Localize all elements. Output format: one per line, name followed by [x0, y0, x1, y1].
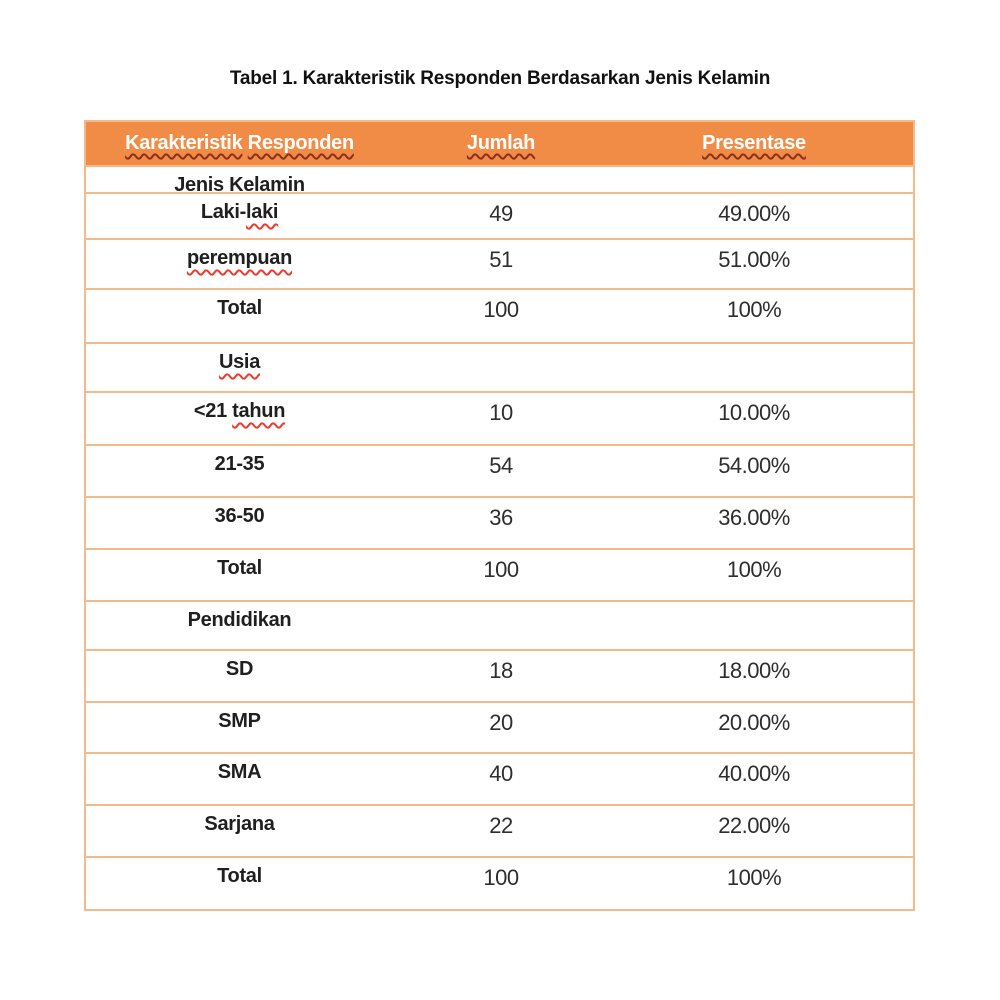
label-text: Total [217, 297, 262, 319]
cell-presentase [609, 167, 913, 192]
cell-jumlah: 49 [489, 201, 513, 226]
table-row-data [86, 194, 913, 240]
header-cell-presentase [609, 132, 913, 155]
cell-presentase: 40.00% [718, 761, 790, 786]
table-row-total [86, 550, 913, 602]
misspelled-text: Jumlah [466, 132, 536, 154]
table-row-data [86, 806, 913, 858]
label-text: SD [225, 658, 254, 680]
header-cell-karakteristik [86, 132, 393, 155]
cell-jumlah: 51 [489, 247, 513, 272]
table-row-data [86, 498, 913, 550]
cell-karakteristik [86, 550, 393, 600]
label-text: Jenis Kelamin [174, 174, 305, 196]
label-text: Laki- [200, 201, 246, 223]
cell-karakteristik [86, 344, 393, 391]
misspelled-text: Karakteristik [125, 132, 243, 154]
cell-karakteristik [86, 194, 393, 238]
table-row-section [86, 602, 913, 651]
misspelled-text: laki [246, 201, 279, 223]
cell-karakteristik [86, 754, 393, 804]
cell-presentase: 18.00% [718, 658, 790, 683]
characteristics-table [84, 120, 915, 911]
table-row-data [86, 240, 913, 290]
table-row-section [86, 344, 913, 393]
misspelled-text: Responden [247, 132, 354, 154]
label-text: 21-35 [214, 453, 265, 475]
table-header-row [86, 122, 913, 167]
cell-presentase: 54.00% [718, 453, 790, 478]
label-text: SMA [217, 761, 262, 783]
table-row-data [86, 446, 913, 498]
cell-jumlah: 22 [489, 813, 513, 838]
table-body [86, 167, 913, 909]
cell-karakteristik [86, 651, 393, 701]
cell-presentase: 20.00% [718, 710, 790, 735]
cell-presentase: 10.00% [718, 400, 790, 425]
label-text: <21 [193, 400, 233, 422]
cell-jumlah: 10 [489, 400, 513, 425]
table-row-data [86, 754, 913, 806]
cell-jumlah [393, 344, 609, 391]
cell-presentase: 100% [726, 865, 782, 890]
cell-jumlah [393, 167, 609, 192]
cell-karakteristik [86, 806, 393, 856]
cell-jumlah: 36 [489, 505, 513, 530]
cell-karakteristik [86, 602, 393, 649]
cell-karakteristik [86, 290, 393, 342]
table-row-data [86, 651, 913, 703]
cell-karakteristik [86, 498, 393, 548]
cell-presentase [609, 602, 913, 649]
cell-jumlah [393, 602, 609, 649]
cell-karakteristik [86, 858, 393, 909]
label-text: Total [217, 865, 262, 887]
label-text: 36-50 [214, 505, 265, 527]
cell-karakteristik [86, 393, 393, 444]
cell-karakteristik [86, 240, 393, 288]
cell-jumlah: 100 [483, 865, 519, 890]
label-text: Total [217, 557, 262, 579]
table-row-data [86, 703, 913, 754]
cell-presentase: 100% [726, 297, 782, 322]
misspelled-text: Presentase [702, 132, 806, 154]
cell-jumlah: 18 [489, 658, 513, 683]
table-row-data [86, 393, 913, 446]
cell-presentase: 36.00% [718, 505, 790, 530]
label-text: Sarjana [204, 813, 275, 835]
table-row-section [86, 167, 913, 194]
cell-jumlah: 40 [489, 761, 513, 786]
cell-presentase: 49.00% [718, 201, 790, 226]
cell-presentase: 22.00% [718, 813, 790, 838]
misspelled-text: Usia [218, 351, 261, 373]
cell-karakteristik [86, 446, 393, 496]
table-caption: Tabel 1. Karakteristik Responden Berdasarkan Jenis Kelamin [229, 68, 771, 89]
misspelled-text: tahun [232, 400, 286, 422]
cell-presentase: 51.00% [718, 247, 790, 272]
label-text: Pendidikan [187, 609, 292, 631]
cell-presentase [609, 344, 913, 391]
cell-karakteristik [86, 703, 393, 752]
cell-jumlah: 100 [483, 297, 519, 322]
cell-jumlah: 100 [483, 557, 519, 582]
table-row-total [86, 858, 913, 909]
cell-karakteristik [86, 167, 393, 196]
table-row-total [86, 290, 913, 344]
cell-jumlah: 20 [489, 710, 513, 735]
header-cell-jumlah [393, 132, 609, 155]
cell-presentase: 100% [726, 557, 782, 582]
label-text: SMP [218, 710, 261, 732]
cell-jumlah: 54 [489, 453, 513, 478]
misspelled-text: perempuan [186, 247, 293, 269]
